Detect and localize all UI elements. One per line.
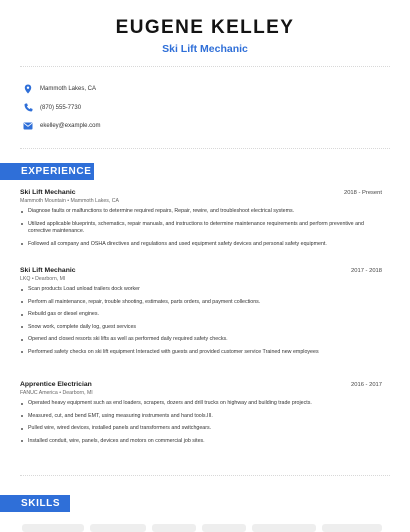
contact-location-text: Mammoth Lakes, CA: [40, 86, 97, 92]
job-title: Ski Lift Mechanic: [20, 267, 76, 274]
candidate-role: Ski Lift Mechanic: [162, 43, 248, 55]
job-title: Apprentice Electrician: [20, 381, 92, 388]
job-bullet: Opened and closed resorts ski lifts as well as performed daily required safety checks.: [20, 336, 382, 344]
job-bullet: Rebuild gas or diesel engines.: [20, 311, 382, 319]
skill-chip: [90, 524, 146, 532]
job-entry-3: [20, 381, 382, 445]
job-company: FANUC America • Dearborn, MI: [20, 390, 93, 396]
skill-chip: [322, 524, 382, 532]
job-bullet: Scan products Load unload trailers dock worker: [20, 286, 382, 294]
job-bullet: Operated heavy equipment such as end loaders, scrapers, dozers and drill trucks on highway and building trade projects.: [20, 400, 382, 408]
job-dates: 2016 - 2017: [351, 382, 382, 388]
job-title: Ski Lift Mechanic: [20, 189, 76, 196]
job-bullet: Snow work, complete daily log, guest services: [20, 324, 382, 332]
job-entry-2: [20, 267, 382, 356]
job-bullet: Pulled wire, wired devices, installed panels and transformers and switchgears.: [20, 425, 382, 433]
skill-chip: [202, 524, 246, 532]
header-divider: [20, 66, 390, 67]
job-bullet: Utilized applicable blueprints, schematics, repair manuals, and instructions to determine maintenance requirements and perform preventive and corrective maintenance.: [20, 221, 382, 236]
location-pin-icon: [22, 83, 34, 95]
job-bullet: Perform all maintenance, repair, trouble shooting, estimates, parts orders, and payment collections.: [20, 299, 382, 307]
candidate-name: EUGENE KELLEY: [115, 17, 295, 38]
job-bullet: Measured, cut, and bend EMT, using measuring instruments and hand tools.III.: [20, 413, 382, 421]
job-bullets: [20, 400, 382, 445]
phone-icon: [22, 102, 34, 114]
skill-chip: [152, 524, 196, 532]
job-bullet: Installed conduit, wire, panels, devices and motors on commercial job sites.: [20, 438, 382, 446]
skills-section-header: SKILLS: [0, 495, 70, 512]
contact-divider: [20, 148, 390, 149]
skill-chip: [22, 524, 84, 532]
contact-phone: [22, 99, 382, 117]
contact-location: [22, 80, 382, 98]
job-bullets: [20, 208, 382, 248]
contact-email-text: ekelley@example.com: [40, 123, 101, 129]
job-dates: 2017 - 2018: [351, 268, 382, 274]
experience-divider: [20, 475, 390, 476]
job-bullets: [20, 286, 382, 356]
contact-phone-text: (870) 555-7730: [40, 104, 82, 111]
job-bullet: Diagnose faults or malfunctions to determine required repairs, Repair, rewire, and troubleshoot electrical systems.: [20, 208, 382, 216]
contact-email: [22, 117, 382, 135]
job-bullet: Followed all company and OSHA directives and regulations and used equipment safety devices and personal safety equipment.: [20, 241, 382, 249]
job-company: LKQ • Dearborn, MI: [20, 276, 66, 282]
experience-section-header: EXPERIENCE: [0, 163, 94, 180]
job-company: Mammoth Mountain • Mammoth Lakes, CA: [20, 198, 119, 204]
skill-chip: [252, 524, 316, 532]
job-dates: 2018 - Present: [343, 190, 382, 196]
email-icon: [22, 120, 34, 132]
contact-list: [22, 80, 382, 136]
job-entry-1: [20, 189, 382, 248]
job-bullet: Performed safety checks on ski lift equipment Interacted with guests and provided customer service Trained new employees: [20, 349, 382, 357]
resume-header: [0, 16, 410, 55]
